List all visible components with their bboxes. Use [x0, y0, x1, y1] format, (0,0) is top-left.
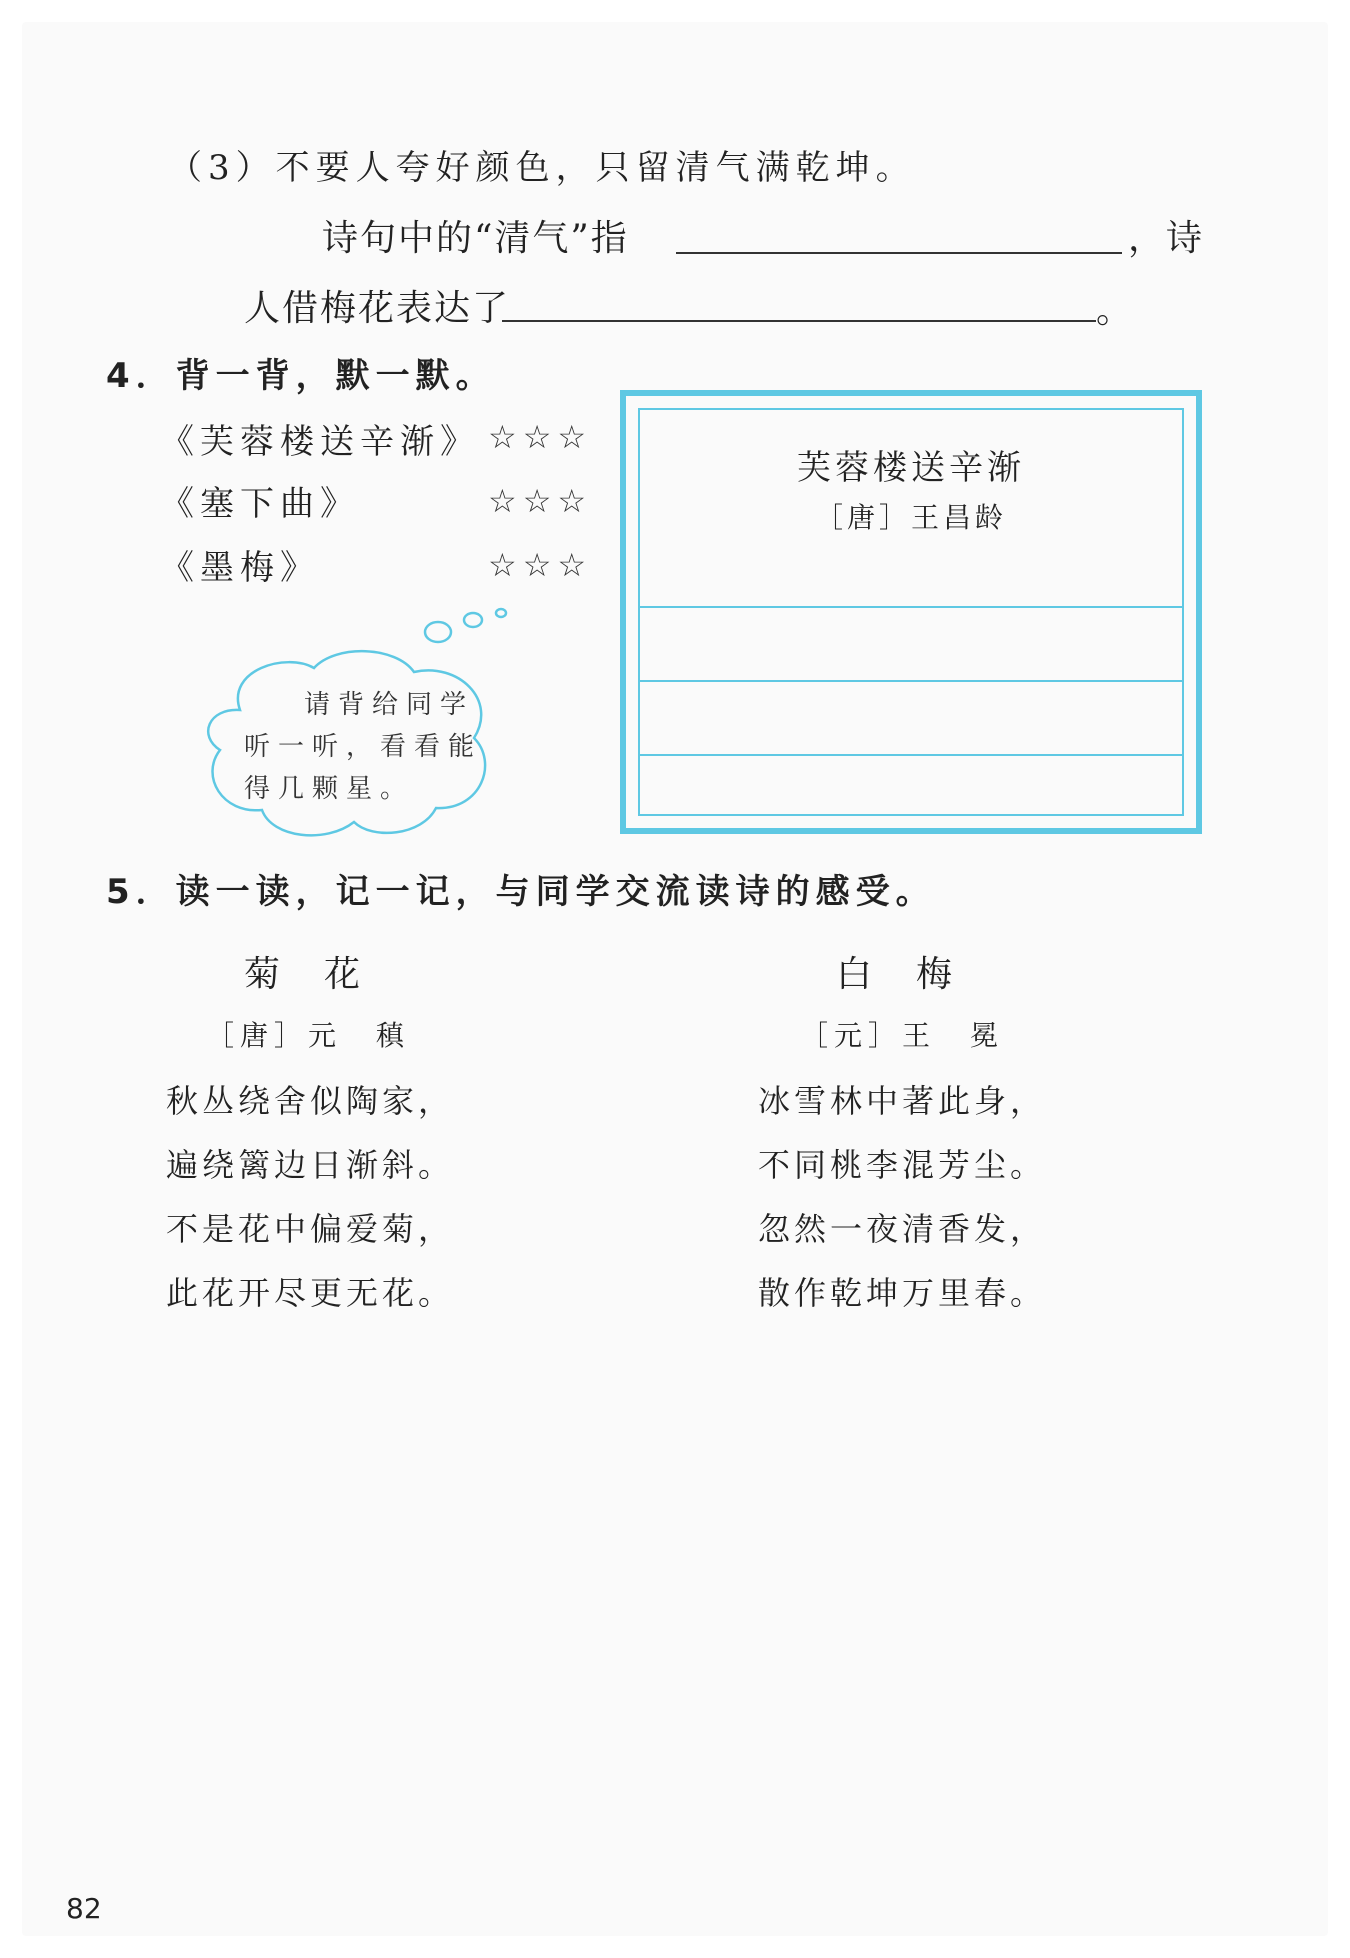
poem-left-title: 菊 花	[244, 954, 365, 995]
q5-heading: 5．读一读，记一记，与同学交流读诗的感受。	[106, 872, 936, 912]
poem-right-line-3: 忽然一夜清香发，	[758, 1210, 1047, 1248]
cloud-text-line-2: 听一听，看看能	[244, 732, 483, 762]
poem-left-author: ［唐］元 稹	[206, 1019, 411, 1052]
dictation-board	[620, 390, 1202, 834]
poem-right-title: 白 梅	[836, 954, 957, 995]
writing-line-3[interactable]	[640, 754, 1182, 756]
q3-line2-end: ，诗	[1128, 218, 1205, 259]
q3-line2-start: 诗句中的“清气”指	[322, 218, 629, 259]
poem-right-line-1: 冰雪林中著此身，	[758, 1082, 1047, 1120]
q4-heading: 4．背一背，默一默。	[106, 356, 496, 396]
poem-left-line-3: 不是花中偏爱菊，	[166, 1210, 455, 1248]
thought-cloud-icon	[196, 600, 516, 850]
poem-title-3: 《墨梅》	[160, 548, 320, 588]
cloud-text-line-3: 得几颗星。	[244, 774, 415, 804]
poem-right-line-4: 散作乾坤万里春。	[758, 1274, 1047, 1312]
board-poem-author: ［唐］王昌龄	[814, 501, 1007, 534]
answer-blank-1[interactable]	[676, 252, 1122, 254]
board-poem-title: 芙蓉楼送辛渐	[797, 448, 1025, 488]
q3-line3-start: 人借梅花表达了	[244, 288, 511, 329]
poem-title-2: 《塞下曲》	[160, 484, 360, 524]
star-rating-2[interactable]: ☆☆☆	[488, 482, 593, 520]
poem-left-line-1: 秋丛绕舍似陶家，	[166, 1082, 455, 1120]
answer-blank-2[interactable]	[502, 320, 1096, 322]
poem-right-author: ［元］王 冕	[800, 1019, 1005, 1052]
dictation-board-inner	[638, 408, 1184, 816]
star-rating-1[interactable]: ☆☆☆	[488, 418, 593, 456]
poem-right-line-2: 不同桃李混芳尘。	[758, 1146, 1047, 1184]
page-number: 82	[66, 1892, 102, 1925]
writing-line-1[interactable]	[640, 606, 1182, 608]
poem-left-line-4: 此花开尽更无花。	[166, 1274, 455, 1312]
cloud-text-line-1: 请背给同学	[304, 690, 475, 720]
star-rating-3[interactable]: ☆☆☆	[488, 546, 593, 584]
poem-title-1: 《芙蓉楼送辛渐》	[160, 422, 480, 462]
poem-left-line-2: 遍绕篱边日渐斜。	[166, 1146, 455, 1184]
q3-prompt: （3）不要人夸好颜色，只留清气满乾坤。	[168, 148, 916, 188]
q3-line3-end: 。	[1096, 290, 1135, 331]
writing-line-2[interactable]	[640, 680, 1182, 682]
